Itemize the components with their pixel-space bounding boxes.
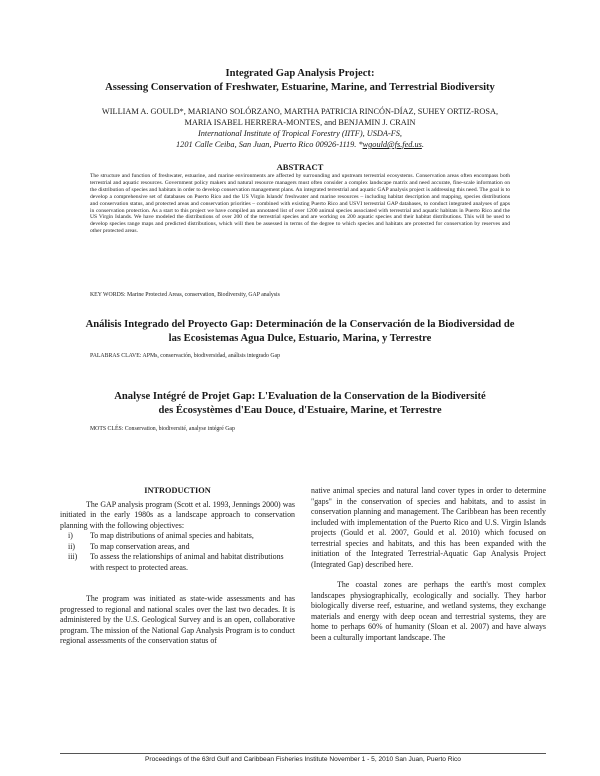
keywords-text: Marine Protected Areas, conservation, Biodiversity, GAP analysis xyxy=(127,292,280,298)
affiliation-suffix: . xyxy=(421,140,424,149)
authors-line-2: MARIA ISABEL HERRERA-MONTES, and BENJAMIN J. CRAIN xyxy=(184,118,416,127)
list-item-number: iii) xyxy=(68,552,78,561)
affiliation xyxy=(60,128,540,150)
list-item-number: ii) xyxy=(68,541,76,551)
intro-paragraph-2: The program was initiated as state-wide assessments and has progressed to regional and national scales over the last two decades. It is administered by the U.S. Geological Survey and is an open, collaborative program. The mission of the National Gap Analysis Program is to conduct regional assessments of the conservation status of xyxy=(60,594,295,645)
author-list xyxy=(55,106,545,128)
spanish-keywords xyxy=(90,353,510,359)
list-item xyxy=(60,531,295,542)
affiliation-line-2 xyxy=(60,139,540,150)
list-item-text: To map distributions of animal species and habitats, xyxy=(90,531,254,540)
list-item-number: i) xyxy=(68,531,73,540)
list-item-text: To assess the relationships of animal and habitat distributions with respect to protected areas. xyxy=(90,552,284,572)
page-footer: Proceedings of the 63rd Gulf and Caribbean Fisheries Institute November 1 - 5, 2010 San Juan, Puerto Rico xyxy=(145,756,461,763)
title-line-1: Integrated Gap Analysis Project: xyxy=(225,68,375,79)
right-column xyxy=(311,486,546,643)
intro-paragraph-1: The GAP analysis program (Scott et al. 1993, Jennings 2000) was initiated in the early 1980s as a landscape approach to conservation planning with the following objectives: xyxy=(60,499,295,530)
spanish-keywords-label: PALABRAS CLAVE: xyxy=(90,353,142,359)
french-keywords-text: Conservation, biodiversité, analyse intégré Gap xyxy=(124,426,235,432)
french-keywords-label: MOTS CLÉS: xyxy=(90,426,124,432)
introduction-heading: INTRODUCTION xyxy=(144,486,211,495)
title-line-2: Assessing Conservation of Freshwater, Estuarine, Marine, and Terrestrial Biodiversity xyxy=(105,82,495,93)
authors-line-1: WILLIAM A. GOULD*, MARIANO SOLÓRZANO, MARTHA PATRICIA RINCÓN-DÍAZ, SUHEY ORTIZ-ROSA, xyxy=(101,107,499,116)
french-title-line-2: des Écosystèmes d'Eau Douce, d'Estuaire, Marine, et Terrestre xyxy=(158,405,442,416)
spanish-keywords-text: APMs, conservación, biodiversidad, análisis integrado Gap xyxy=(142,353,281,359)
footer-divider xyxy=(60,753,546,754)
keywords-label: KEY WORDS: xyxy=(90,292,126,298)
paper-title xyxy=(60,67,540,95)
abstract-text: The structure and function of freshwater, estuarine, and marine environments are affected by surrounding and upstream terrestrial ecosystems. Conservation areas often encompass both terrestrial and aquatic resources. Government policy makers and natural resource managers must often consider a complex landscape matrix and need accurate, fine-scale information on the distribution of species and habitats in order to develop conservation management plans. An integrated terrestrial and aquatic GAP analysis project is addressing this need. The goal is to develop a comprehensive set of databases on Puerto Rico and the US Virgin Islands' freshwater and marine resources – including habitat description and mapping, species distributions and conservation status, and protected areas and conservation priorities – combined with existing Puerto Rico and USVI terrestrial GAP databases, to conduct integrated analyses of gaps in conservation protection. As a start to this project we have compiled an annotated list of over 1200 animal species associated with terrestrial and aquatic habitats in Puerto Rico and the US Virgin Islands. We have modeled the distributions of over 200 of the terrestrial species and are working on 200 aquatic species and their habitat distributions. This will be used to develop species range maps and predicted distributions, which will then be assessed in terms of the degree to which species and habitats are protected for conservation by reserves and other protected areas. xyxy=(90,173,510,235)
objectives-list xyxy=(60,531,295,573)
right-paragraph-2: The coastal zones are perhaps the earth's most complex landscapes physiographically, ecologically and socially. They harbor biologically diverse reef, estuarine, and wetland systems, they exchange materials and energy with deep ocean and terrestrial systems, they are home to perhaps 60% of humanity (Sloan et al. 2007) and have always been a culturally important landscape. The xyxy=(311,580,546,642)
keywords xyxy=(90,292,510,298)
affiliation-address: 1201 Calle Ceiba, San Juan, Puerto Rico 00926-1119. * xyxy=(176,140,363,149)
author-email-link[interactable]: wgould@fs.fed.us xyxy=(362,140,422,149)
french-keywords xyxy=(90,426,510,432)
list-item xyxy=(60,552,295,573)
abstract-heading: ABSTRACT xyxy=(276,162,324,172)
right-paragraph-1: native animal species and natural land cover types in order to determine "gaps" in the conservation of species and habitats, and to assist in conservation planning and management. The Caribbean has been recently included with implementation of the Puerto Rico and U.S. Virgin Islands projects (Gould et al. 2007, Gould et al. 2010) which focused on terrestrial species and habitats, and this has been expanded with the initiation of the Integrated Terrestrial-Aquatic Gap Analysis Project (Integrated Gap) described here. xyxy=(311,486,546,569)
spanish-title-line-2: las Ecosistemas Agua Dulce, Estuario, Marina, y Terrestre xyxy=(168,333,432,344)
left-column xyxy=(60,486,295,647)
spanish-title-line-1: Análisis Integrado del Proyecto Gap: Determinación de la Conservación de la Biodiversidad de xyxy=(85,319,515,330)
french-title-line-1: Analyse Intégré de Projet Gap: L'Evaluation de la Conservation de la Biodiversité xyxy=(114,391,486,402)
affiliation-line-1: International Institute of Tropical Forestry (IITF), USDA-FS, xyxy=(197,129,403,138)
spanish-title xyxy=(60,318,540,346)
list-item-text: To map conservation areas, and xyxy=(90,541,190,551)
french-title xyxy=(60,390,540,418)
list-item xyxy=(60,542,295,553)
